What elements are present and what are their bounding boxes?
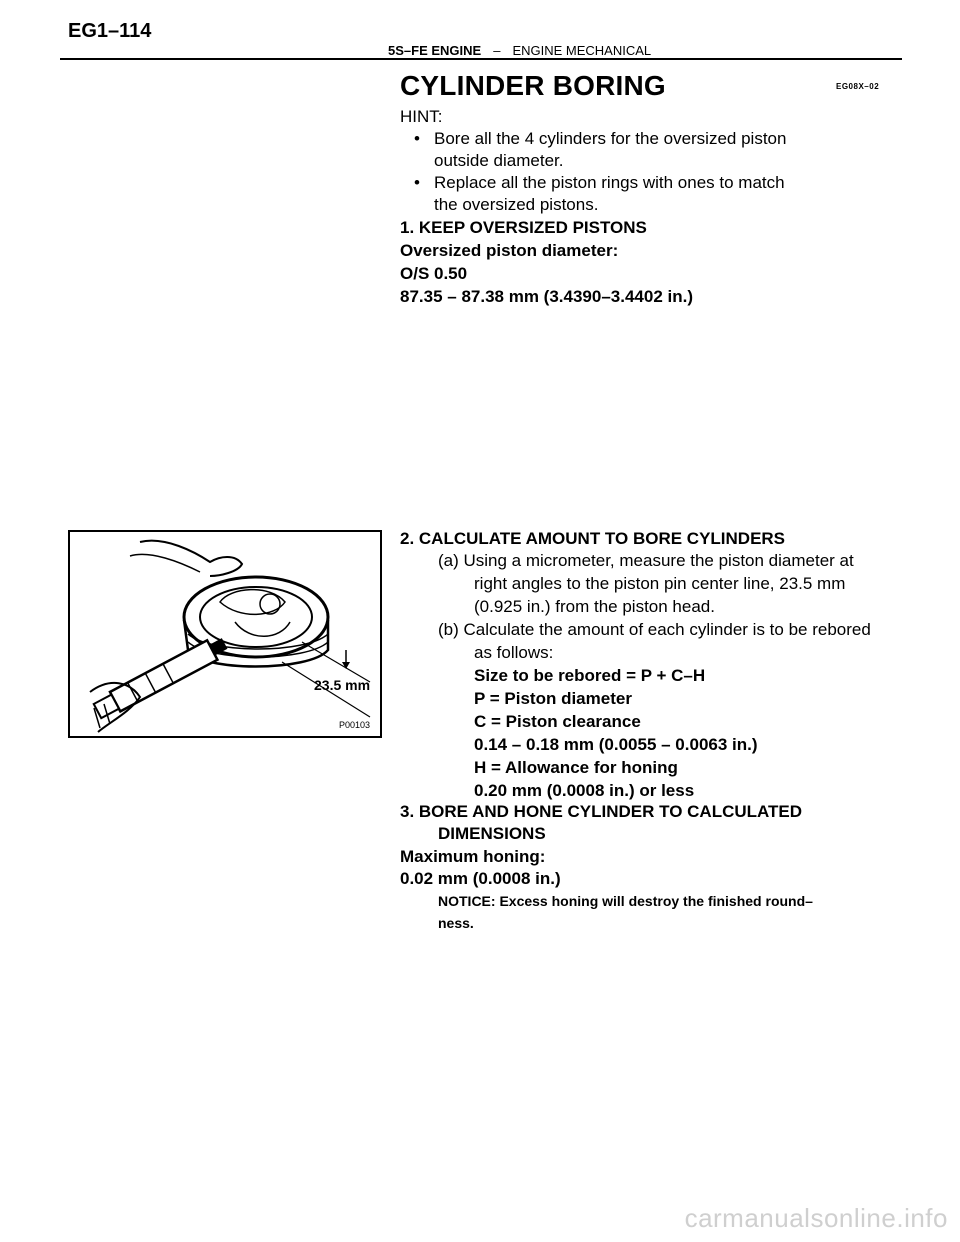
page-title: CYLINDER BORING	[400, 70, 666, 101]
c-definition: C = Piston clearance	[474, 712, 641, 731]
c-value: 0.14 – 0.18 mm (0.0055 – 0.0063 in.)	[474, 735, 758, 754]
step-1-heading: 1. KEEP OVERSIZED PISTONS	[400, 218, 647, 237]
figure-code: P00103	[338, 720, 370, 730]
bullet-icon: •	[414, 173, 420, 192]
section-header	[388, 43, 651, 58]
step-2a-line-1: (a) Using a micrometer, measure the piston diameter at	[438, 551, 854, 570]
step-3-heading-line-2: DIMENSIONS	[438, 824, 546, 843]
h-definition: H = Allowance for honing	[474, 758, 678, 777]
header-rule	[60, 58, 902, 60]
hint-bullet-2-line-1: Replace all the piston rings with ones to match	[434, 173, 785, 192]
step-2-heading: 2. CALCULATE AMOUNT TO BORE CYLINDERS	[400, 529, 786, 548]
step-2a-line-3: (0.925 in.) from the piston head.	[474, 597, 715, 616]
section-separator: –	[493, 43, 501, 58]
hint-bullet-1-line-2: outside diameter.	[434, 151, 564, 170]
step-1-spec-label: Oversized piston diameter:	[400, 241, 619, 260]
page-number: EG1–114	[68, 20, 152, 42]
h-value: 0.20 mm (0.0008 in.) or less	[474, 781, 695, 800]
hint-label: HINT:	[400, 107, 443, 126]
section-engine: 5S–FE ENGINE	[388, 43, 482, 58]
step-3-spec-value: 0.02 mm (0.0008 in.)	[400, 869, 561, 888]
section-name: ENGINE MECHANICAL	[512, 43, 652, 58]
step-3-spec-label: Maximum honing:	[400, 847, 546, 866]
bullet-icon: •	[414, 129, 420, 148]
step-2a-line-2: right angles to the piston pin center line, 23.5 mm	[474, 574, 846, 593]
dimension-label: 23.5 mm	[314, 677, 371, 693]
micrometer-figure	[68, 530, 382, 738]
p-definition: P = Piston diameter	[474, 689, 632, 708]
hint-bullet-1-line-1: Bore all the 4 cylinders for the oversized piston	[434, 129, 787, 148]
rebore-formula: Size to be rebored = P + C–H	[474, 666, 706, 685]
notice-line-2: ness.	[438, 915, 474, 931]
piston-micrometer-illustration	[70, 532, 380, 736]
hint-bullet-2-line-2: the oversized pistons.	[434, 195, 599, 214]
notice-line-1: NOTICE: Excess honing will destroy the finished round–	[438, 893, 813, 909]
hint-bullet-1	[414, 128, 787, 150]
watermark: carmanualsonline.info	[684, 1203, 948, 1233]
step-3-heading-line-1: 3. BORE AND HONE CYLINDER TO CALCULATED	[400, 802, 803, 821]
hint-bullet-2	[414, 172, 785, 194]
step-2b-line-1: (b) Calculate the amount of each cylinder is to be rebored	[438, 620, 871, 639]
step-1-spec-value: 87.35 – 87.38 mm (3.4390–3.4402 in.)	[400, 287, 693, 306]
step-1-spec-size: O/S 0.50	[400, 264, 468, 283]
document-code: EG08X–02	[836, 82, 880, 91]
step-2b-line-2: as follows:	[474, 643, 554, 662]
